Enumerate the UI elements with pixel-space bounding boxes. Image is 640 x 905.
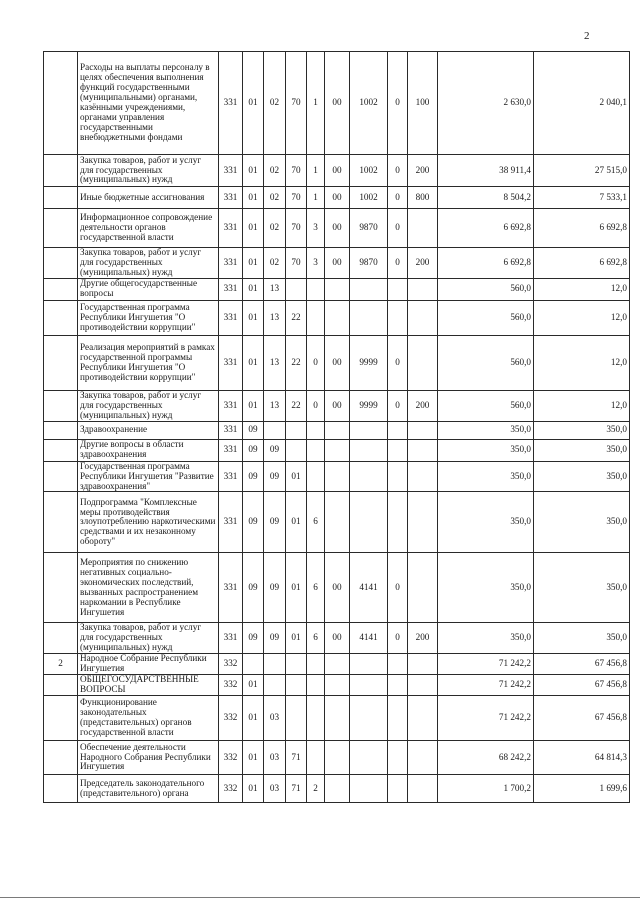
cell-sum-fact: 6 692,8 [534,209,630,248]
cell-pr: 13 [264,300,286,335]
cell-sum-fact: 350,0 [534,461,630,492]
cell-sum-fact: 350,0 [534,553,630,623]
cell-direction: 9870 [350,248,388,279]
cell-sum-fact: 350,0 [534,492,630,553]
cell-sum-plan: 560,0 [438,278,534,300]
cell-sum-plan: 6 692,8 [438,248,534,279]
cell-ved: 332 [219,654,243,675]
table-row [44,421,630,439]
cell-direction: 9999 [350,390,388,421]
cell-extra: 0 [388,335,408,390]
cell-ved: 331 [219,187,243,209]
cell-sum-plan: 71 242,2 [438,675,534,696]
row-number [44,300,78,335]
cell-extra: 0 [388,209,408,248]
cell-sum-plan: 2 630,0 [438,52,534,155]
cell-vr [408,209,438,248]
row-name: Закупка товаров, работ и услуг для государственных (муниципальных) нужд [78,390,219,421]
cell-extra [388,421,408,439]
cell-pr: 02 [264,248,286,279]
cell-program [286,654,307,675]
cell-subprogram: 6 [307,623,325,654]
cell-rz: 09 [243,492,264,553]
cell-group: 00 [325,155,350,187]
row-number [44,553,78,623]
row-number [44,439,78,461]
cell-subprogram [307,461,325,492]
cell-sum-plan: 71 242,2 [438,654,534,675]
cell-extra [388,775,408,803]
cell-program: 01 [286,461,307,492]
table-row [44,654,630,675]
cell-rz: 09 [243,553,264,623]
cell-rz: 01 [243,775,264,803]
cell-program: 71 [286,775,307,803]
row-number [44,623,78,654]
cell-pr: 02 [264,209,286,248]
cell-pr: 09 [264,439,286,461]
cell-group [325,741,350,775]
cell-sum-plan: 560,0 [438,335,534,390]
cell-ved: 332 [219,696,243,741]
cell-sum-fact: 64 814,3 [534,741,630,775]
cell-program: 22 [286,335,307,390]
cell-pr: 02 [264,155,286,187]
cell-sum-plan: 6 692,8 [438,209,534,248]
cell-group [325,461,350,492]
cell-rz [243,654,264,675]
cell-vr [408,461,438,492]
table-row [44,696,630,741]
cell-group [325,675,350,696]
cell-direction: 9870 [350,209,388,248]
cell-extra: 0 [388,187,408,209]
row-number [44,741,78,775]
cell-rz: 01 [243,390,264,421]
cell-sum-plan: 350,0 [438,553,534,623]
cell-program: 70 [286,248,307,279]
cell-vr [408,492,438,553]
cell-sum-fact: 350,0 [534,421,630,439]
cell-vr [408,696,438,741]
cell-rz: 09 [243,421,264,439]
cell-pr: 09 [264,623,286,654]
cell-program: 01 [286,492,307,553]
cell-program: 70 [286,155,307,187]
row-name: Здравоохранение [78,421,219,439]
cell-subprogram [307,300,325,335]
table-row [44,300,630,335]
cell-sum-plan: 350,0 [438,421,534,439]
cell-vr [408,654,438,675]
cell-group: 00 [325,390,350,421]
cell-direction [350,461,388,492]
cell-program [286,439,307,461]
cell-extra: 0 [388,390,408,421]
cell-subprogram [307,278,325,300]
cell-extra [388,741,408,775]
cell-sum-fact: 12,0 [534,278,630,300]
cell-program [286,675,307,696]
cell-vr [408,675,438,696]
cell-vr [408,741,438,775]
cell-program [286,696,307,741]
cell-group: 00 [325,52,350,155]
cell-direction [350,675,388,696]
cell-group [325,775,350,803]
bottom-rule [0,897,640,898]
table-row [44,155,630,187]
cell-group: 00 [325,553,350,623]
cell-ved: 332 [219,675,243,696]
table-row [44,741,630,775]
cell-group: 00 [325,187,350,209]
cell-pr [264,675,286,696]
cell-extra: 0 [388,553,408,623]
row-name: Иные бюджетные ассигнования [78,187,219,209]
cell-sum-plan: 350,0 [438,439,534,461]
cell-ved: 331 [219,461,243,492]
row-number [44,492,78,553]
table-body [44,52,630,803]
cell-program [286,421,307,439]
cell-sum-plan: 350,0 [438,623,534,654]
cell-direction: 4141 [350,623,388,654]
cell-subprogram: 6 [307,492,325,553]
budget-table [43,51,630,803]
row-name: Народное Собрание Республики Ингушетия [78,654,219,675]
cell-rz: 09 [243,623,264,654]
cell-group [325,654,350,675]
cell-vr: 200 [408,390,438,421]
cell-pr: 09 [264,492,286,553]
cell-sum-fact: 67 456,8 [534,696,630,741]
cell-direction [350,696,388,741]
cell-pr [264,421,286,439]
table-row [44,248,630,279]
cell-program: 70 [286,209,307,248]
cell-group: 00 [325,248,350,279]
cell-direction [350,439,388,461]
cell-program: 70 [286,187,307,209]
cell-subprogram: 1 [307,52,325,155]
cell-sum-fact: 12,0 [534,300,630,335]
cell-subprogram: 1 [307,155,325,187]
cell-program: 22 [286,300,307,335]
cell-ved: 331 [219,155,243,187]
cell-direction: 9999 [350,335,388,390]
cell-pr: 02 [264,187,286,209]
cell-extra [388,300,408,335]
row-number [44,187,78,209]
cell-sum-fact: 7 533,1 [534,187,630,209]
cell-extra: 0 [388,623,408,654]
cell-subprogram [307,439,325,461]
cell-ved: 331 [219,623,243,654]
cell-sum-plan: 71 242,2 [438,696,534,741]
table-row [44,52,630,155]
cell-subprogram [307,696,325,741]
cell-rz: 01 [243,248,264,279]
row-name: Закупка товаров, работ и услуг для государственных (муниципальных) нужд [78,155,219,187]
cell-sum-plan: 38 911,4 [438,155,534,187]
cell-program [286,278,307,300]
cell-extra [388,439,408,461]
cell-direction [350,741,388,775]
cell-sum-plan: 560,0 [438,300,534,335]
cell-group [325,439,350,461]
cell-rz: 01 [243,300,264,335]
cell-subprogram: 0 [307,335,325,390]
table-row [44,461,630,492]
cell-sum-plan: 350,0 [438,461,534,492]
row-name: Функционирование законодательных (представительных) органов государственной власти [78,696,219,741]
cell-group [325,421,350,439]
row-number [44,461,78,492]
table-row [44,209,630,248]
cell-sum-fact: 67 456,8 [534,675,630,696]
cell-rz: 01 [243,155,264,187]
cell-direction [350,654,388,675]
cell-rz: 01 [243,52,264,155]
row-number [44,278,78,300]
cell-vr [408,335,438,390]
cell-subprogram [307,654,325,675]
table-row [44,439,630,461]
cell-group: 00 [325,209,350,248]
cell-direction [350,278,388,300]
cell-pr: 09 [264,461,286,492]
cell-vr [408,421,438,439]
cell-vr [408,553,438,623]
row-number [44,696,78,741]
cell-pr: 13 [264,335,286,390]
cell-group: 00 [325,335,350,390]
cell-sum-plan: 8 504,2 [438,187,534,209]
cell-rz: 01 [243,741,264,775]
cell-sum-plan: 560,0 [438,390,534,421]
cell-program: 22 [286,390,307,421]
cell-program: 71 [286,741,307,775]
cell-pr: 03 [264,775,286,803]
cell-subprogram [307,421,325,439]
cell-extra [388,654,408,675]
cell-rz: 01 [243,675,264,696]
cell-group [325,300,350,335]
row-number [44,675,78,696]
cell-subprogram: 0 [307,390,325,421]
row-name: ОБЩЕГОСУДАРСТВЕННЫЕ ВОПРОСЫ [78,675,219,696]
cell-vr [408,439,438,461]
table-row [44,553,630,623]
cell-extra [388,696,408,741]
cell-ved: 331 [219,248,243,279]
cell-program: 01 [286,553,307,623]
cell-direction: 4141 [350,553,388,623]
cell-subprogram [307,675,325,696]
cell-direction [350,300,388,335]
cell-ved: 331 [219,553,243,623]
cell-extra [388,675,408,696]
table-row [44,623,630,654]
table-row [44,675,630,696]
cell-sum-plan: 350,0 [438,492,534,553]
cell-subprogram: 6 [307,553,325,623]
page-number: 2 [584,30,590,42]
row-name: Председатель законодательного (представительного) органа [78,775,219,803]
cell-sum-fact: 2 040,1 [534,52,630,155]
row-name: Закупка товаров, работ и услуг для государственных (муниципальных) нужд [78,623,219,654]
cell-sum-fact: 350,0 [534,623,630,654]
cell-sum-fact: 350,0 [534,439,630,461]
cell-subprogram: 3 [307,248,325,279]
cell-ved: 331 [219,439,243,461]
cell-extra: 0 [388,52,408,155]
cell-vr [408,775,438,803]
cell-sum-plan: 1 700,2 [438,775,534,803]
cell-extra: 0 [388,155,408,187]
cell-subprogram: 2 [307,775,325,803]
cell-group [325,696,350,741]
row-number [44,155,78,187]
table-row [44,492,630,553]
cell-ved: 331 [219,52,243,155]
cell-pr: 13 [264,390,286,421]
cell-sum-plan: 68 242,2 [438,741,534,775]
cell-group [325,278,350,300]
cell-sum-fact: 67 456,8 [534,654,630,675]
row-name: Расходы на выплаты персоналу в целях обеспечения выполнения функций государственными (муниципальными) органами, казёнными учреждениями, органами управления государственными внебюджетными фондами [78,52,219,155]
cell-vr [408,300,438,335]
row-number: 2 [44,654,78,675]
cell-rz: 09 [243,461,264,492]
cell-program: 70 [286,52,307,155]
cell-rz: 01 [243,187,264,209]
cell-direction [350,421,388,439]
cell-direction: 1002 [350,52,388,155]
cell-direction: 1002 [350,187,388,209]
cell-vr: 200 [408,623,438,654]
row-name: Государственная программа Республики Ингушетия "О противодействии коррупции" [78,300,219,335]
cell-vr: 200 [408,248,438,279]
cell-vr: 100 [408,52,438,155]
row-name: Подпрограмма "Комплексные меры противодействия злоупотреблению наркотическими средствами и их незаконному обороту" [78,492,219,553]
row-name: Информационное сопровождение деятельности органов государственной власти [78,209,219,248]
row-name: Закупка товаров, работ и услуг для государственных (муниципальных) нужд [78,248,219,279]
row-name: Государственная программа Республики Ингушетия "Развитие здравоохранения" [78,461,219,492]
cell-sum-fact: 12,0 [534,390,630,421]
cell-ved: 331 [219,300,243,335]
table-row [44,335,630,390]
cell-extra [388,278,408,300]
cell-rz: 01 [243,696,264,741]
row-name: Реализация мероприятий в рамках государственной программы Республики Ингушетия "О противодействии коррупции" [78,335,219,390]
table-row [44,775,630,803]
cell-program: 01 [286,623,307,654]
cell-pr: 13 [264,278,286,300]
row-number [44,52,78,155]
cell-ved: 331 [219,209,243,248]
cell-ved: 331 [219,390,243,421]
cell-sum-fact: 1 699,6 [534,775,630,803]
cell-group: 00 [325,623,350,654]
cell-extra: 0 [388,248,408,279]
cell-rz: 01 [243,335,264,390]
cell-direction [350,492,388,553]
row-name: Другие вопросы в области здравоохранения [78,439,219,461]
cell-rz: 09 [243,439,264,461]
cell-rz: 01 [243,278,264,300]
cell-vr: 200 [408,155,438,187]
cell-direction: 1002 [350,155,388,187]
cell-pr [264,654,286,675]
cell-ved: 332 [219,775,243,803]
cell-direction [350,775,388,803]
cell-ved: 331 [219,421,243,439]
cell-pr: 02 [264,52,286,155]
cell-vr: 800 [408,187,438,209]
row-name: Мероприятия по снижению негативных социально-экономических последствий, вызванных распространением наркомании в Республике Ингушетия [78,553,219,623]
row-number [44,421,78,439]
table-row [44,187,630,209]
cell-extra [388,461,408,492]
row-number [44,335,78,390]
row-name: Обеспечение деятельности Народного Собрания Республики Ингушетия [78,741,219,775]
cell-pr: 03 [264,741,286,775]
cell-subprogram: 3 [307,209,325,248]
row-number [44,209,78,248]
row-number [44,248,78,279]
cell-ved: 331 [219,492,243,553]
row-number [44,390,78,421]
table-row [44,390,630,421]
cell-sum-fact: 6 692,8 [534,248,630,279]
cell-group [325,492,350,553]
cell-subprogram [307,741,325,775]
row-number [44,775,78,803]
cell-sum-fact: 27 515,0 [534,155,630,187]
cell-subprogram: 1 [307,187,325,209]
cell-extra [388,492,408,553]
cell-ved: 332 [219,741,243,775]
cell-ved: 331 [219,278,243,300]
cell-rz: 01 [243,209,264,248]
cell-sum-fact: 12,0 [534,335,630,390]
cell-pr: 03 [264,696,286,741]
cell-pr: 09 [264,553,286,623]
row-name: Другие общегосударственные вопросы [78,278,219,300]
table-row [44,278,630,300]
cell-ved: 331 [219,335,243,390]
cell-vr [408,278,438,300]
